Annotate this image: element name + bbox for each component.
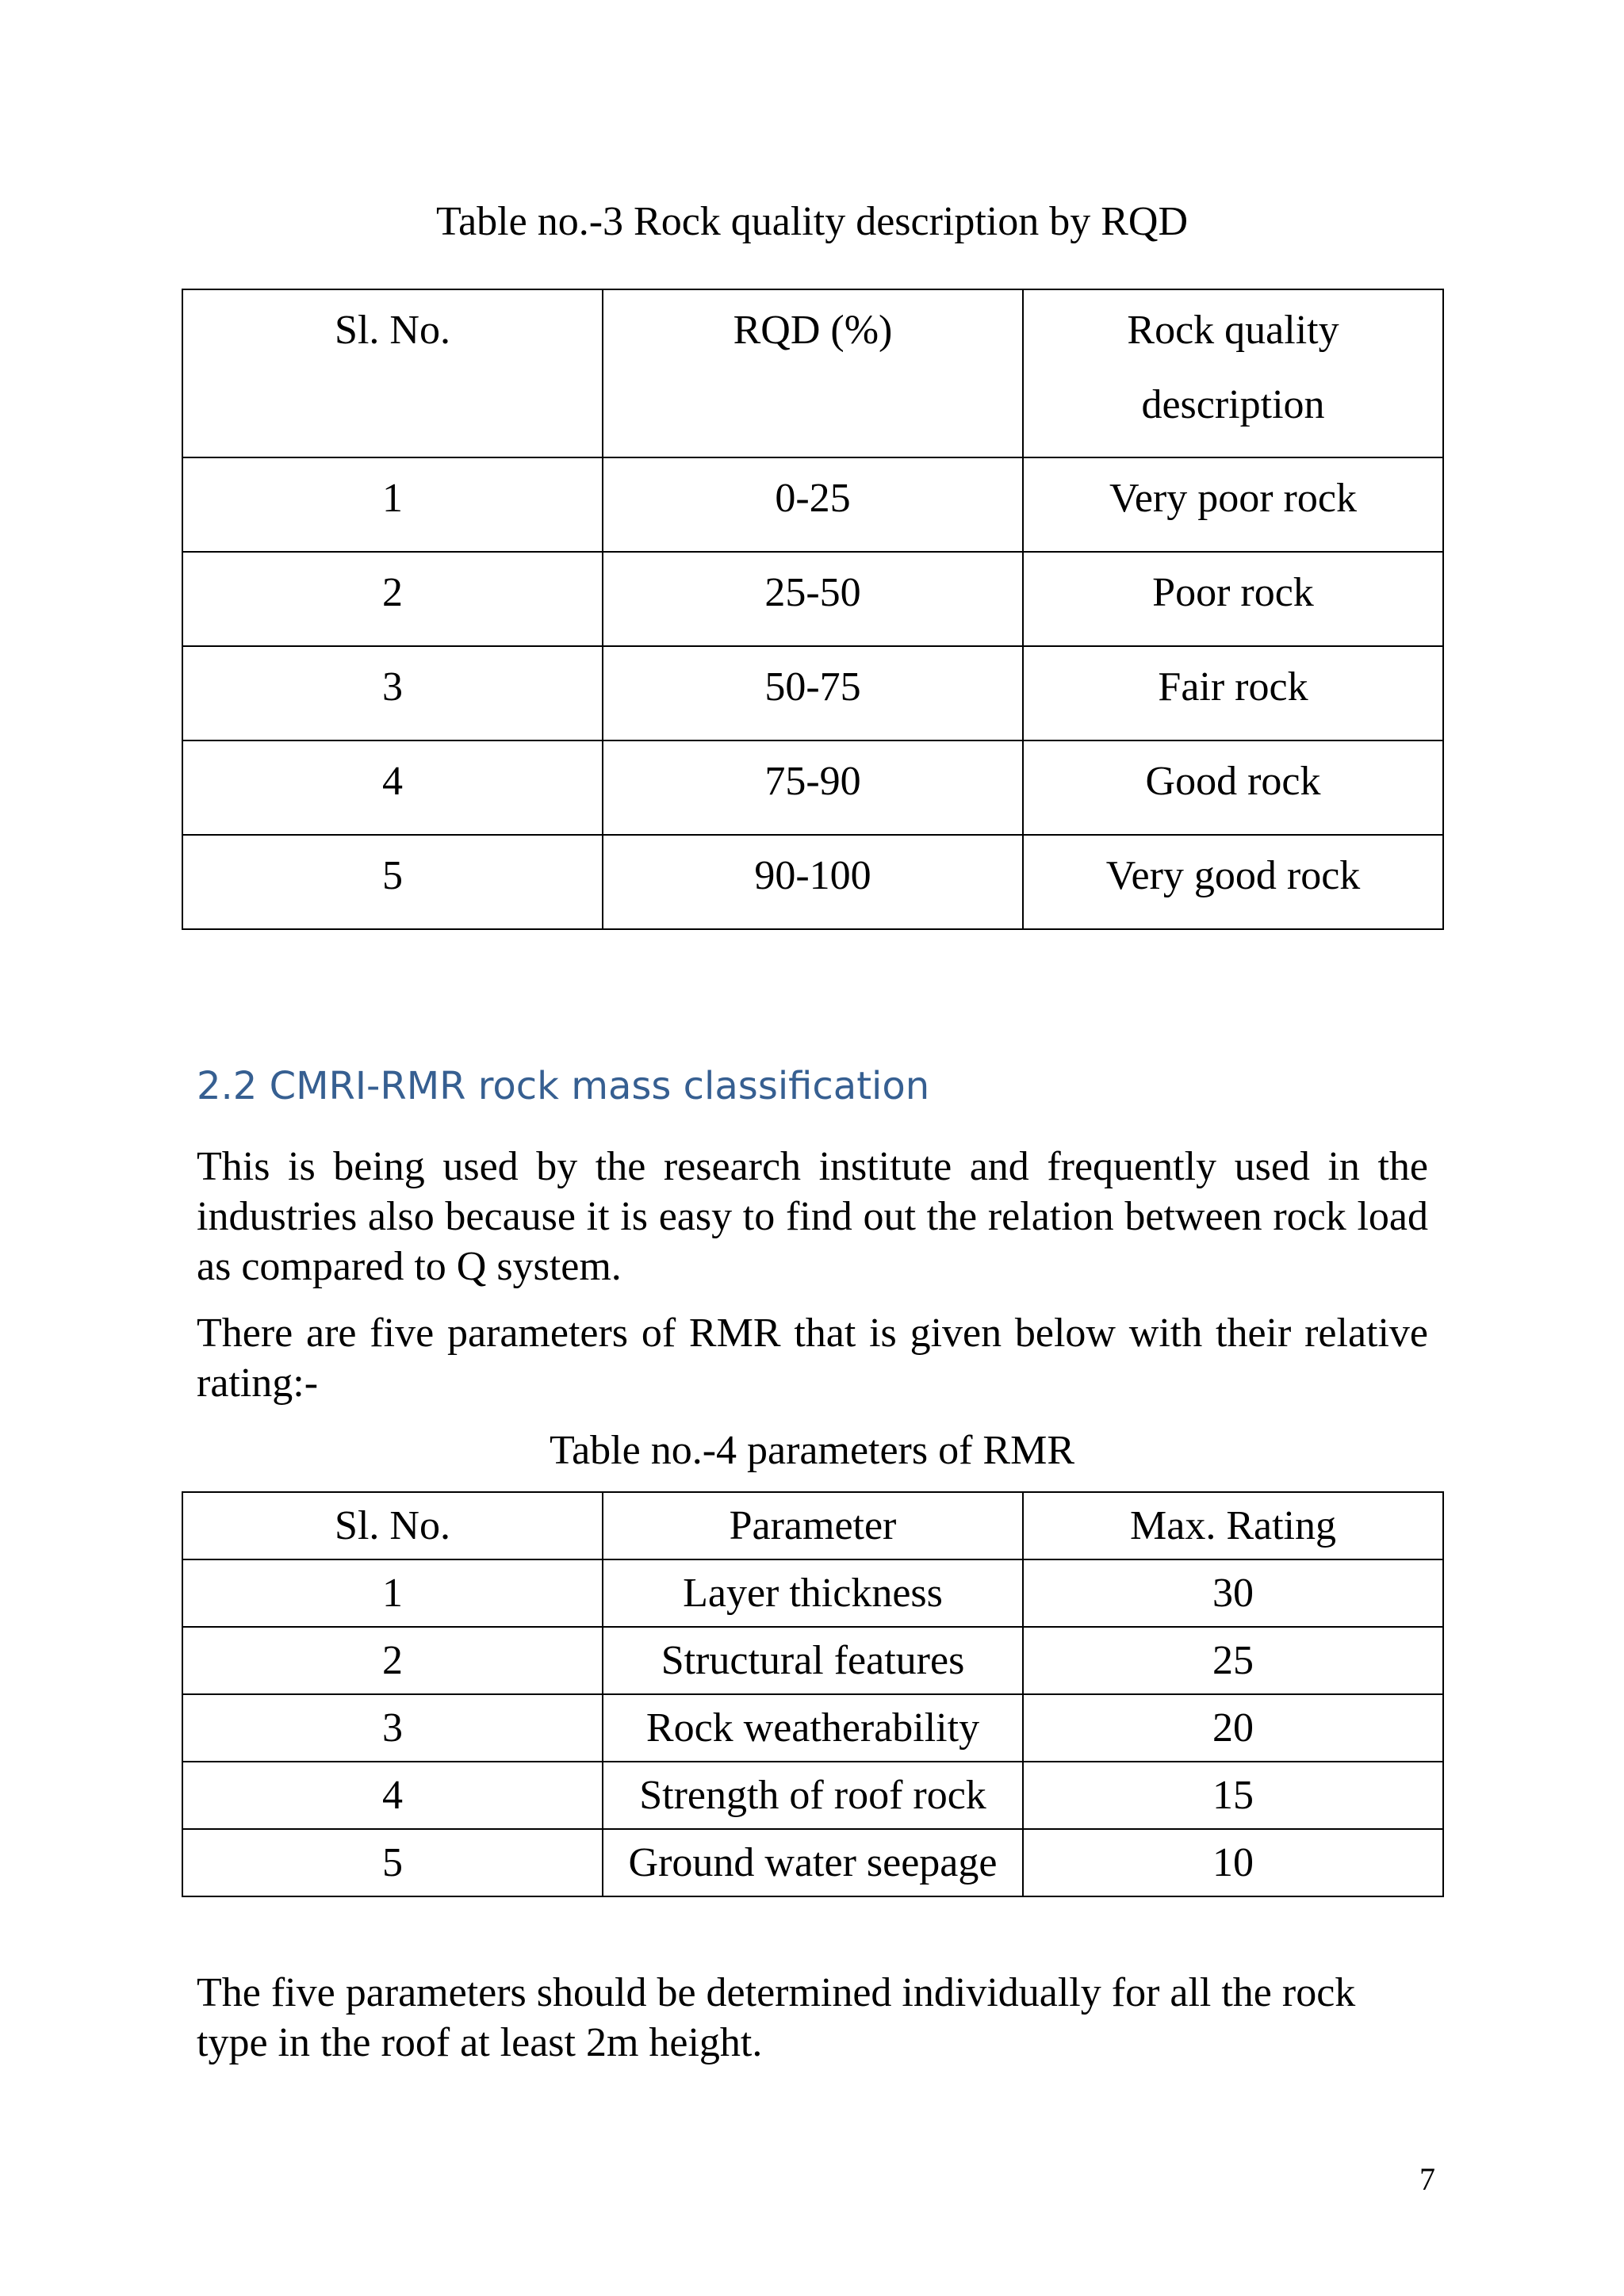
cell-sl-no: 3 bbox=[182, 646, 603, 740]
header-rqd: RQD (%) bbox=[603, 289, 1023, 457]
table-row bbox=[182, 1559, 1443, 1627]
cell-parameter: Layer thickness bbox=[603, 1559, 1023, 1627]
cell-description: Good rock bbox=[1023, 740, 1443, 835]
cell-max-rating: 15 bbox=[1023, 1762, 1443, 1829]
header-parameter: Parameter bbox=[603, 1492, 1023, 1559]
body-paragraph: This is being used by the research institute and frequently used in the industries also because it is easy to find out the relation between rock load as compared to Q system. bbox=[197, 1144, 1428, 1289]
table-row bbox=[182, 646, 1443, 740]
cell-sl-no: 5 bbox=[182, 835, 603, 929]
cell-parameter: Structural features bbox=[603, 1627, 1023, 1694]
table-row bbox=[182, 740, 1443, 835]
cell-sl-no: 3 bbox=[182, 1694, 603, 1762]
table-3-caption: Table no.-3 Rock quality description by RQD bbox=[435, 199, 1189, 244]
cell-description: Very good rock bbox=[1023, 835, 1443, 929]
cell-rqd: 25-50 bbox=[603, 552, 1023, 646]
section-heading: 2.2 CMRI-RMR rock mass classification bbox=[197, 1064, 930, 1108]
header-max-rating: Max. Rating bbox=[1023, 1492, 1443, 1559]
cell-max-rating: 10 bbox=[1023, 1829, 1443, 1896]
cell-rqd: 0-25 bbox=[603, 457, 1023, 552]
cell-sl-no: 4 bbox=[182, 1762, 603, 1829]
cell-max-rating: 25 bbox=[1023, 1627, 1443, 1694]
table-row bbox=[182, 1829, 1443, 1896]
table-row bbox=[182, 1762, 1443, 1829]
cell-description: Poor rock bbox=[1023, 552, 1443, 646]
header-sl-no: Sl. No. bbox=[182, 1492, 603, 1559]
cell-sl-no: 1 bbox=[182, 1559, 603, 1627]
closing-paragraph: The five parameters should be determined individually for all the rock type in the roof at least 2m height. bbox=[197, 1970, 1356, 2065]
rqd-table bbox=[182, 289, 1444, 930]
cell-rqd: 75-90 bbox=[603, 740, 1023, 835]
table-row bbox=[182, 552, 1443, 646]
cell-sl-no: 4 bbox=[182, 740, 603, 835]
table-4-caption: Table no.-4 parameters of RMR bbox=[549, 1428, 1075, 1473]
cell-rqd: 50-75 bbox=[603, 646, 1023, 740]
cell-max-rating: 30 bbox=[1023, 1559, 1443, 1627]
cell-description: Fair rock bbox=[1023, 646, 1443, 740]
table-header-row bbox=[182, 289, 1443, 457]
header-rock-quality-label: Rock quality description bbox=[1127, 308, 1339, 427]
rmr-parameters-table bbox=[182, 1491, 1444, 1897]
table-header-row bbox=[182, 1492, 1443, 1559]
table-row bbox=[182, 1694, 1443, 1762]
table-row bbox=[182, 1627, 1443, 1694]
header-rock-quality bbox=[1023, 289, 1443, 457]
table-row bbox=[182, 457, 1443, 552]
cell-parameter: Rock weatherability bbox=[603, 1694, 1023, 1762]
cell-sl-no: 1 bbox=[182, 457, 603, 552]
page-number: 7 bbox=[1419, 2161, 1435, 2197]
cell-parameter: Strength of roof rock bbox=[603, 1762, 1023, 1829]
cell-parameter: Ground water seepage bbox=[603, 1829, 1023, 1896]
cell-description: Very poor rock bbox=[1023, 457, 1443, 552]
header-sl-no: Sl. No. bbox=[182, 289, 603, 457]
body-paragraph: There are five parameters of RMR that is given below with their relative rating:- bbox=[197, 1311, 1428, 1406]
cell-sl-no: 5 bbox=[182, 1829, 603, 1896]
cell-rqd: 90-100 bbox=[603, 835, 1023, 929]
cell-sl-no: 2 bbox=[182, 552, 603, 646]
cell-max-rating: 20 bbox=[1023, 1694, 1443, 1762]
table-row bbox=[182, 835, 1443, 929]
cell-sl-no: 2 bbox=[182, 1627, 603, 1694]
